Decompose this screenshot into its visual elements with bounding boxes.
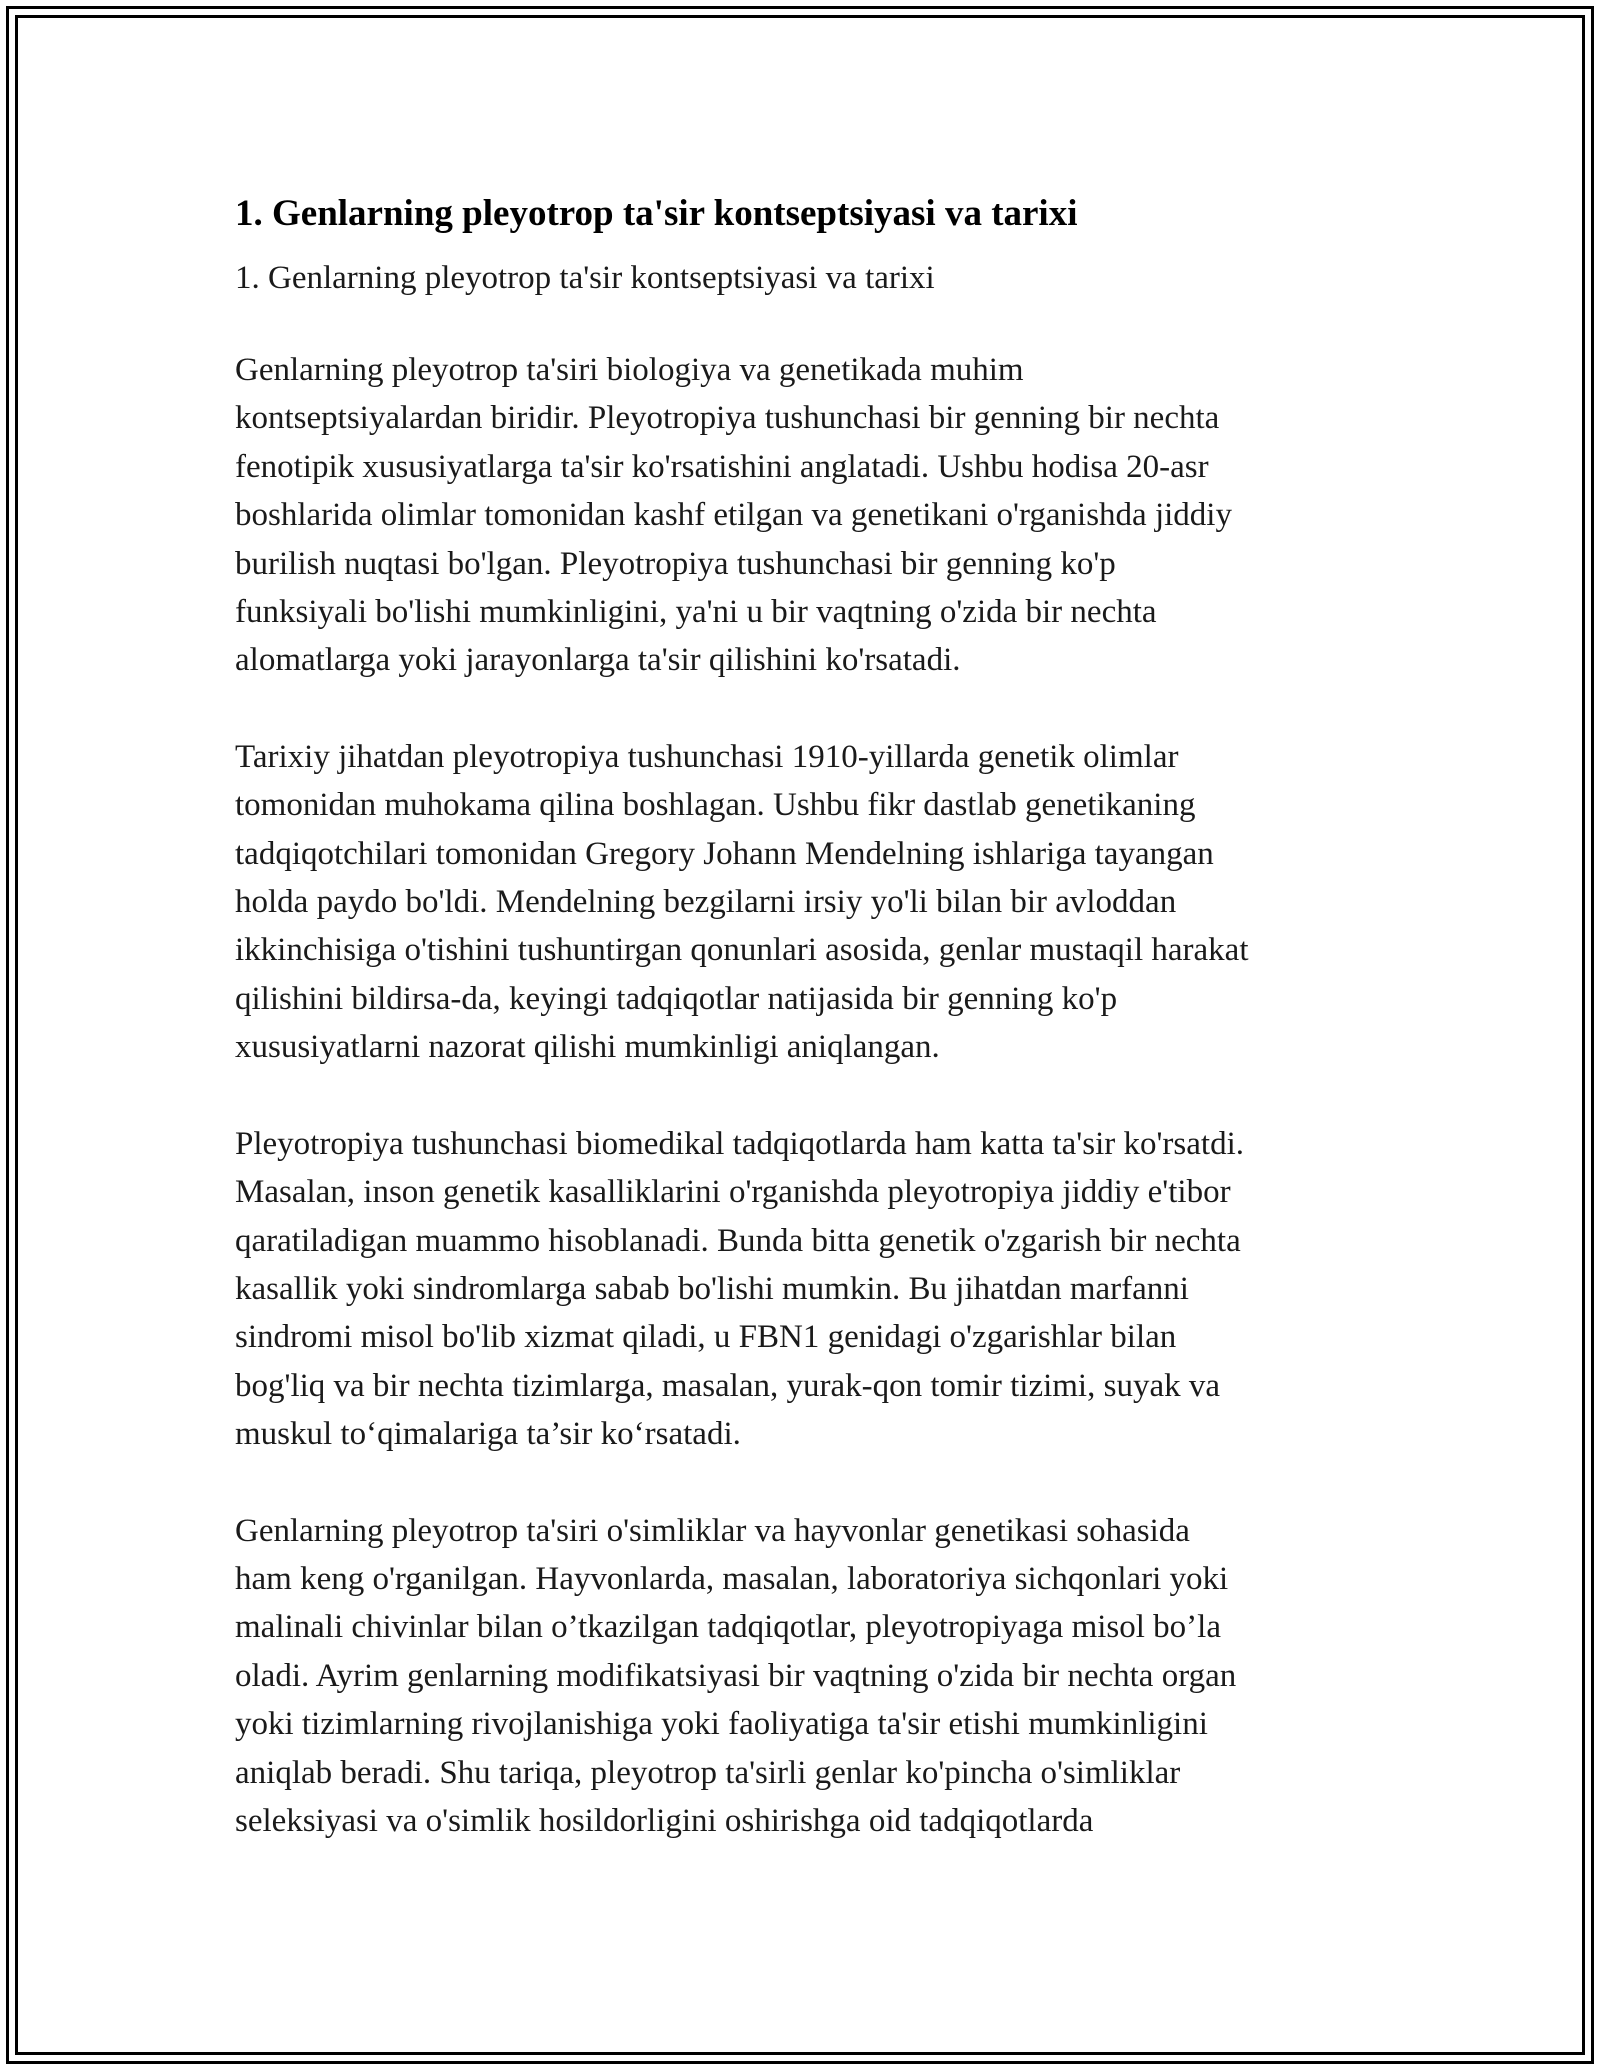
document-heading: 1. Genlarning pleyotrop ta'sir kontseptsiyasi va tarixi [235,193,1078,234]
paragraph-line: seleksiyasi va o'simlik hosildorligini oshirishga oid tadqiqotlarda [235,1802,1094,1839]
paragraph-line: sindromi misol bo'lib xizmat qiladi, u FBN1 genidagi o'zgarishlar bilan [235,1319,1177,1356]
paragraph-line: qaratiladigan muammo hisoblanadi. Bunda bitta genetik o'zgarish bir nechta [235,1222,1241,1259]
paragraph-line: xususiyatlarni nazorat qilishi mumkinligi aniqlangan. [235,1029,940,1066]
paragraph-line: malinali chivinlar bilan o’tkazilgan tadqiqotlar, pleyotropiyaga misol bo’la [235,1609,1221,1646]
paragraph-list [235,346,1385,1845]
paragraph-line: funksiyali bo'lishi mumkinligini, ya'ni u bir vaqtning o'zida bir nechta [235,594,1157,631]
document-body [235,186,1385,1845]
paragraph-line: boshlarida olimlar tomonidan kashf etilgan va genetikani o'rganishda jiddiy [235,497,1232,534]
paragraph-line: tadqiqotchilari tomonidan Gregory Johann Mendelning ishlariga tayangan [235,835,1214,872]
paragraph-line: kasallik yoki sindromlarga sabab bo'lishi mumkin. Bu jihatdan marfanni [235,1270,1189,1307]
paragraph-line: Genlarning pleyotrop ta'siri biologiya va genetikada muhim [235,352,1024,388]
paragraph-line: tomonidan muhokama qilina boshlagan. Ushbu fikr dastlab genetikaning [235,787,1196,824]
document-subheading: 1. Genlarning pleyotrop ta'sir kontseptsiyasi va tarixi [235,260,935,296]
paragraph-line: bog'liq va bir nechta tizimlarga, masalan, yurak-qon tomir tizimi, suyak va [235,1367,1220,1404]
paragraph-line: Tarixiy jihatdan pleyotropiya tushunchasi 1910-yillarda genetik olimlar [235,738,1179,775]
paragraph-line: Masalan, inson genetik kasalliklarini o'rganishda pleyotropiya jiddiy e'tibor [235,1174,1231,1211]
paragraph [235,1120,1385,1459]
paragraph-line: muskul to‘qimalariga ta’sir ko‘rsatadi. [235,1416,741,1453]
paragraph-line: oladi. Ayrim genlarning modifikatsiyasi bir vaqtning o'zida bir nechta organ [235,1657,1237,1694]
paragraph-line: kontseptsiyalardan biridir. Pleyotropiya tushunchasi bir genning bir nechta [235,400,1220,437]
paragraph [235,346,1385,685]
paragraph-line: yoki tizimlarning rivojlanishiga yoki faoliyatiga ta'sir etishi mumkinligini [235,1706,1208,1743]
paragraph-line: alomatlarga yoki jarayonlarga ta'sir qilishini ko'rsatadi. [235,642,961,679]
paragraph-line: qilishini bildirsa-da, keyingi tadqiqotlar natijasida bir genning ko'p [235,980,1118,1017]
paragraph-line: aniqlab beradi. Shu tariqa, pleyotrop ta'sirli genlar ko'pincha o'simliklar [235,1754,1181,1791]
paragraph [235,1507,1385,1846]
paragraph-line: holda paydo bo'ldi. Mendelning bezgilarni irsiy yo'li bilan bir avloddan [235,884,1177,921]
paragraph-line: burilish nuqtasi bo'lgan. Pleyotropiya tushunchasi bir genning ko'p [235,545,1116,582]
paragraph-line: Pleyotropiya tushunchasi biomedikal tadqiqotlarda ham katta ta'sir ko'rsatdi. [235,1125,1244,1162]
paragraph-line: ham keng o'rganilgan. Hayvonlarda, masalan, laboratoriya sichqonlari yoki [235,1560,1229,1597]
paragraph-line: Genlarning pleyotrop ta'siri o'simliklar va hayvonlar genetikasi sohasida [235,1512,1190,1549]
paragraph-line: ikkinchisiga o'tishini tushuntirgan qonunlari asosida, genlar mustaqil harakat [235,932,1249,969]
paragraph [235,733,1385,1072]
paragraph-line: fenotipik xususiyatlarga ta'sir ko'rsatishini anglatadi. Ushbu hodisa 20-asr [235,448,1209,485]
